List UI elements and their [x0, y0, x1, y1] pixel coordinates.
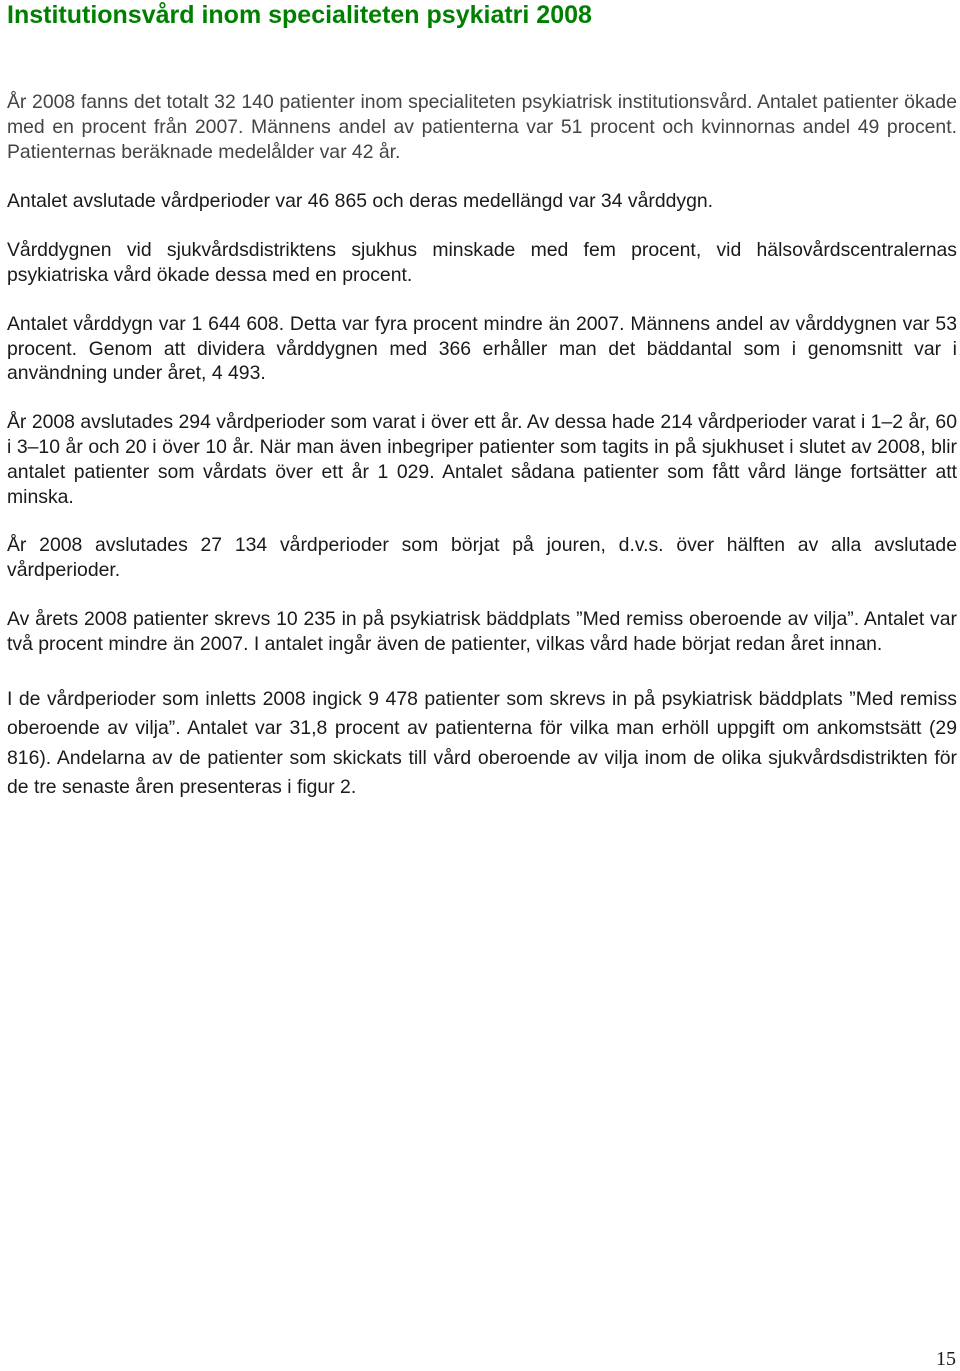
paragraph-emergency: År 2008 avslutades 27 134 vårdperioder som börjat på jouren, d.v.s. över hälften av alla avslutade vårdperioder. — [7, 534, 957, 582]
page-number: 15 — [936, 1348, 956, 1370]
paragraph-care-periods: Antalet avslutade vårdperioder var 46 865 och deras medellängd var 34 vårddygn. — [7, 190, 714, 213]
paragraph-patients: År 2008 fanns det totalt 32 140 patienter inom specialiteten psykiatrisk institutionsvård. Antalet patienter ökade med en procent från 2007. Männens andel av patienterna var 51 procent och kvinnornas andel 49 procent. Patienternas beräknade medelålder var 42 år. — [7, 91, 957, 163]
paragraph-involuntary-share: I de vårdperioder som inletts 2008 ingick 9 478 patienter som skrevs in på psykiatrisk bäddplats ”Med remiss oberoende av vilja”. Antalet var 31,8 procent av patienterna för vilka man erhöll uppgift om ankomstsätt (29 816). Andelarna av de patienter som skickats till vård oberoende av vilja inom de olika sjukvårdsdistrikten för de tre senaste åren presenteras i figur 2. — [7, 687, 957, 799]
paragraph-care-days-total: Antalet vårddygn var 1 644 608. Detta var fyra procent mindre än 2007. Männens andel av vårddygnen var 53 procent. Genom att dividera vårddygnen med 366 erhåller man det bäddantal som i genomsnitt var i användning under året, 4 493. — [7, 312, 957, 385]
body-text — [7, 90, 957, 803]
paragraph-care-days-change: Vårddygnen vid sjukvårdsdistriktens sjukhus minskade med fem procent, vid hälsovårdscentralernas psykiatriska vård ökade dessa med en procent. — [7, 239, 957, 286]
page-title: Institutionsvård inom specialiteten psykiatri 2008 — [7, 1, 592, 29]
paragraph-involuntary-admissions: Av årets 2008 patienter skrevs 10 235 in på psykiatrisk bäddplats ”Med remiss oberoende av vilja”. Antalet var två procent mindre än 2007. I antalet ingår även de patienter, vilkas vård hade börjat redan året innan. — [7, 607, 957, 655]
paragraph-long-stays: År 2008 avslutades 294 vårdperioder som varat i över ett år. Av dessa hade 214 vårdperioder varat i 1–2 år, 60 i 3–10 år och 20 i över 10 år. När man även inbegriper patienter som tagits in på sjukhuset i slutet av 2008, blir antalet patienter som vårdats över ett år 1 029. Antalet sådana patienter som fått vård länge fortsätter att minska. — [7, 411, 957, 508]
